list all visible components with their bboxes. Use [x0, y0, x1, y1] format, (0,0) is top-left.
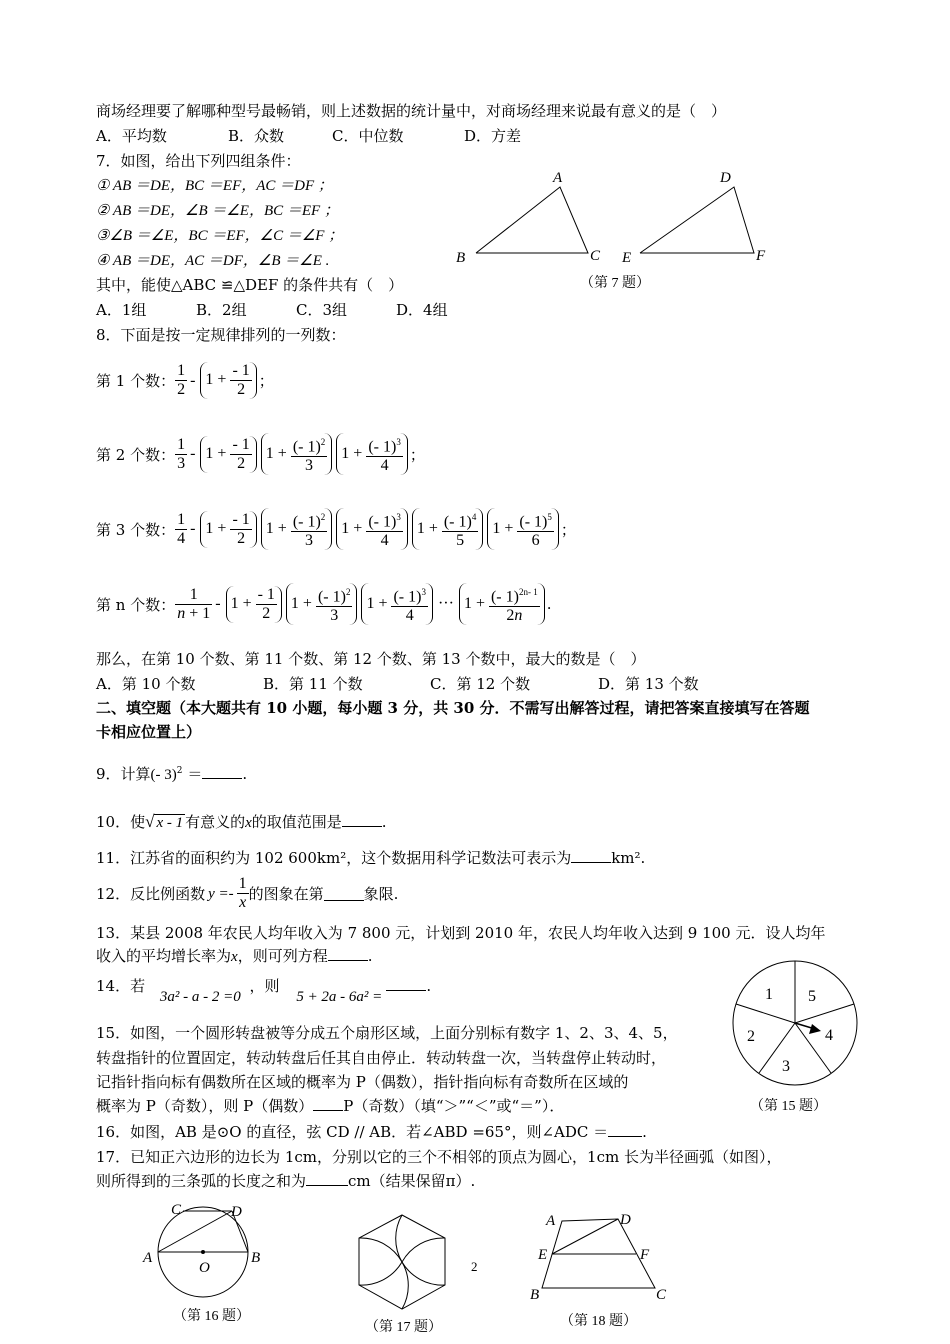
q13-text2: ，则可列方程 [237, 947, 328, 965]
fig16-caption: （第 16 题） [173, 1309, 250, 1324]
q9-eq: ＝ [187, 765, 203, 783]
q10-text2: 的取值范围是 [251, 813, 342, 831]
q7-label-c: C [590, 248, 601, 264]
q12-answer-blank[interactable] [324, 886, 364, 901]
q17-text: 则所得到的三条弧的长度之和为 [96, 1172, 307, 1190]
q12-label: 12．反比例函数 [96, 884, 206, 903]
q10: 10．使√ x - 1 有意义的x的取值范围是 . [96, 812, 387, 831]
fig18-label-a: A [546, 1213, 556, 1229]
q8-row1: 第 1 个数： $\frac{1}{2}$ - 1 + $\frac{- 1}{2}$ ； [96, 362, 274, 398]
q10-label: 10．使 [96, 813, 146, 831]
fig16-circle-figure [135, 1198, 270, 1328]
triangle-abc [476, 187, 588, 253]
q11-answer-blank[interactable] [571, 848, 611, 863]
q10-var: x [245, 815, 252, 831]
q8-options [96, 673, 699, 695]
q9-end: . [242, 765, 248, 783]
q16 [96, 1121, 647, 1143]
q10-answer-blank[interactable] [342, 812, 382, 827]
q13-var: x [231, 949, 238, 965]
q12-text: 的图象在第 [248, 884, 324, 903]
q8-row3-label: 第 3 个数： [96, 520, 176, 539]
q8-row2: 第 2 个数： $\frac{1}{3}$ - 1 + $\frac{- 1}{2}$ 1 + $\frac{(- 1)^2}{3}$ 1 + $\frac{(- 1)^3}{4}$ ； [96, 433, 425, 475]
q14-label: 14．若 [96, 977, 146, 995]
q17-line2 [96, 1170, 475, 1192]
q7-label-d: D [720, 170, 731, 186]
fig16-label-c: C [171, 1202, 182, 1218]
q13-line1: 13．某县 2008 年农民人均年收入为 7 800 元，计划到 2010 年，农民人均年收入达到 9 100 元．设人均年 [96, 924, 826, 942]
spinner-number-1: 1 [765, 986, 773, 1003]
q8-option-a[interactable]: A．第 10 个数 [96, 675, 196, 693]
spinner-divider [736, 1004, 795, 1023]
q7-option-a[interactable]: A．1组 [96, 301, 147, 319]
q7-cond3: ③∠B ＝∠E，BC ＝EF，∠C ＝∠F ； [96, 228, 344, 244]
fig16-label-o: O [199, 1260, 210, 1276]
q13-answer-blank[interactable] [328, 946, 368, 961]
fig16-label-d: D [231, 1204, 242, 1220]
q17-answer-blank[interactable] [306, 1171, 348, 1186]
q9-expr: (- 3) [150, 767, 177, 783]
spinner-number-2: 2 [747, 1028, 755, 1045]
q15-line2: 转盘指针的位置固定，转动转盘后任其自由停止．转动转盘一次，当转盘停止转动时， [96, 1049, 667, 1067]
q15-answer-blank[interactable] [313, 1096, 343, 1111]
q15-text: 概率为 P（奇数），则 P（偶数） [96, 1097, 314, 1115]
q15-caption: （第 15 题） [750, 1099, 827, 1114]
q6-option-d[interactable]: D．方差 [464, 127, 522, 145]
q12-num: 1 [238, 875, 247, 892]
q6-option-a[interactable]: A．平均数 [96, 127, 167, 145]
q14-eq2: 5 + 2a - 6a² = [296, 989, 383, 1005]
q7-option-b[interactable]: B．2组 [196, 301, 247, 319]
q16-text: 16．如图，AB 是⊙O 的直径，弦 CD // AB．若∠ABD =65°，则∠ADC ＝ [96, 1123, 609, 1141]
q14-eq1: 3a² - a - 2 =0 [159, 989, 241, 1005]
fig18-label-b: B [530, 1287, 540, 1303]
q15-line4 [96, 1095, 564, 1117]
q12-expr: y =- [208, 885, 234, 902]
q15-line3: 记指针指向标有偶数所在区域的概率为 P（偶数），指针指向标有奇数所在区域的 [96, 1073, 629, 1091]
spinner-divider [795, 1004, 854, 1023]
q7-label-f: F [756, 248, 766, 264]
q7-cond4: ④ AB ＝DE，AC ＝DF，∠B ＝∠E . [96, 253, 330, 269]
q8-stem: 8．下面是按一定规律排列的一列数： [96, 326, 346, 344]
fig18-trapezoid-figure [520, 1205, 680, 1335]
fig17-caption: （第 17 题） [365, 1320, 442, 1335]
fig18-label-e: E [538, 1247, 548, 1263]
q13-end: . [367, 947, 373, 965]
q9-exp: 2 [176, 766, 183, 776]
q7-label-e: E [622, 250, 632, 266]
q8-question: 那么，在第 10 个数、第 11 个数、第 12 个数、第 13 个数中，最大的数是（ ） [96, 650, 646, 668]
q8-option-c[interactable]: C．第 12 个数 [430, 675, 531, 693]
q11-text: 11．江苏省的面积约为 102 600km²，这个数据用科学记数法可表示为 [96, 849, 572, 867]
q8-row3: 第 3 个数： $\frac{1}{4}$ - 1 + $\frac{- 1}{2}$ 1 + $\frac{(- 1)^2}{3}$ 1 + $\frac{(- 1)^3}{4}$ 1 + $\frac{(- 1)^4}{5}$ 1 + $\frac{(- 1)^5}{6}$ ； [96, 508, 576, 550]
q9 [96, 760, 247, 786]
q7-cond2: ② AB ＝DE，∠B ＝∠E，BC ＝EF ； [96, 203, 339, 219]
q11-end: km². [611, 849, 646, 867]
spinner-number-4: 4 [825, 1027, 833, 1044]
q7-stem: 7．如图，给出下列四组条件： [96, 152, 301, 170]
q12-end: 象限. [363, 884, 399, 903]
q8-rown: 第 n 个数： $\frac{1}{n + 1}$ - 1 + $\frac{- 1}{2}$ 1 + $\frac{(- 1)^2}{3}$ 1 + $\frac{(- 1)^3}{4}$ ··· 1 + $\frac{(- 1)^{2n- 1}}{2n}$ . [96, 583, 551, 625]
section2-heading-line2: 卡相应位置上） [96, 723, 202, 741]
q10-end: . [381, 813, 387, 831]
spinner-number-5: 5 [808, 988, 816, 1005]
q7-label-a: A [553, 170, 563, 186]
q7-options [96, 299, 448, 321]
fig16-label-a: A [143, 1250, 153, 1266]
q11 [96, 847, 645, 869]
q10-radicand: x - 1 [156, 815, 184, 831]
arc [359, 1238, 445, 1285]
q6-stem-tail: 商场经理要了解哪种型号最畅销，则上述数据的统计量中，对商场经理来说最有意义的是（ ） [96, 102, 727, 120]
q12 [96, 875, 398, 912]
q16-answer-blank[interactable] [608, 1122, 642, 1137]
q9-answer-blank[interactable] [202, 764, 242, 779]
fig18-caption: （第 18 题） [560, 1314, 637, 1329]
q7-cond1: ① AB ＝DE，BC ＝EF，AC ＝DF ； [96, 178, 333, 194]
section2-heading-line1: 二、填空题（本大题共有 10 小题，每小题 3 分，共 30 分．不需写出解答过程，请把答案直接填写在答题 [96, 699, 810, 717]
q6-option-b[interactable]: B．众数 [228, 127, 285, 145]
q15-spinner-figure [725, 955, 870, 1120]
q8-rown-label: 第 n 个数： [96, 595, 176, 614]
q14-text: ，则 [249, 977, 280, 995]
q6-options [96, 125, 521, 147]
q14 [96, 975, 432, 1005]
segment-ad [158, 1211, 232, 1252]
q7-caption: （第 7 题） [580, 276, 650, 291]
arc [396, 1215, 445, 1285]
spinner-number-3: 3 [782, 1058, 790, 1075]
q14-end: . [426, 977, 432, 995]
pointer-arrow-icon [809, 1024, 821, 1034]
fig18-label-d: D [620, 1212, 631, 1228]
q13-line2 [96, 945, 372, 968]
triangle-def [640, 187, 754, 253]
q8-row1-label: 第 1 个数： [96, 372, 176, 390]
fig18-label-c: C [656, 1287, 667, 1303]
q15-text2: P（奇数）（填“＞”“＜”或“＝”）． [343, 1097, 565, 1115]
q14-answer-blank[interactable] [386, 976, 426, 991]
page-number: 2 [471, 1259, 478, 1274]
q8-option-d[interactable]: D．第 13 个数 [598, 675, 699, 693]
fig17-hexagon-figure [345, 1205, 460, 1335]
q13-text: 收入的平均增长率为 [96, 947, 232, 965]
q7-triangles-figure [450, 165, 790, 295]
q6-option-c[interactable]: C．中位数 [332, 127, 404, 145]
q7-option-c[interactable]: C．3组 [296, 301, 348, 319]
frac: $\frac{1}{2}$ [177, 362, 186, 398]
segment-ed [552, 1219, 618, 1254]
q16-end: . [642, 1123, 647, 1141]
q17-text2: cm（结果保留π）. [348, 1172, 476, 1190]
fig16-label-b: B [251, 1250, 261, 1266]
q8-option-b[interactable]: B．第 11 个数 [263, 675, 363, 693]
q17-line1: 17．已知正六边形的边长为 1cm，分别以它的三个不相邻的顶点为圆心，1cm 长为半径画弧（如图）， [96, 1148, 782, 1166]
q10-text: 有意义的 [185, 813, 246, 831]
q7-label-b: B [456, 250, 466, 266]
q12-den: x [239, 894, 247, 911]
q15-line1: 15．如图，一个圆形转盘被等分成五个扇形区域，上面分别标有数字 1、2、3、4、5， [96, 1024, 678, 1042]
center-o [201, 1250, 205, 1254]
fig18-label-f: F [640, 1247, 650, 1263]
q9-label: 9．计算 [96, 765, 151, 783]
q7-question: 其中，能使△ABC ≌△DEF 的条件共有（ ） [96, 276, 404, 294]
q7-option-d[interactable]: D．4组 [396, 301, 448, 319]
q8-row2-label: 第 2 个数： [96, 445, 176, 464]
